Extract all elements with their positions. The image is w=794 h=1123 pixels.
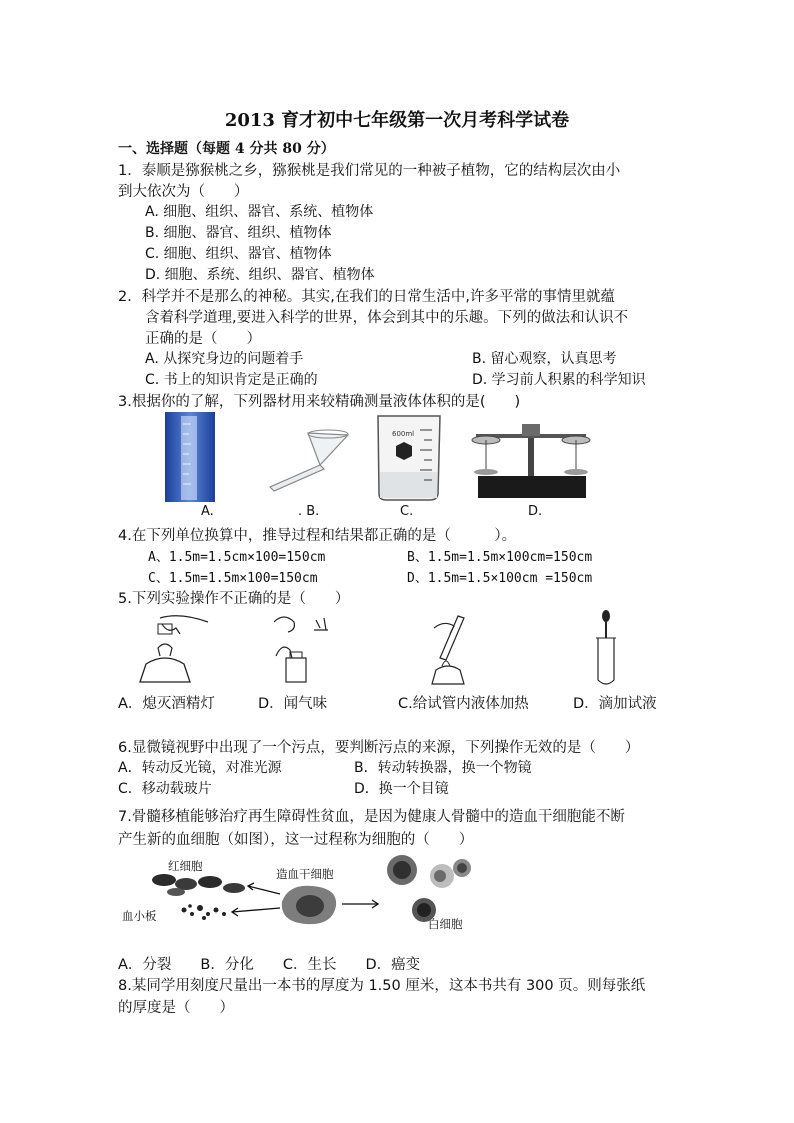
funnel-image <box>250 425 360 495</box>
graduated-cylinder-image <box>165 412 215 502</box>
question-3-label-b: . B. <box>298 504 320 519</box>
label-white-cells: 白细胞 <box>428 917 463 931</box>
question-1-option-a: A. 细胞、组织、器官、系统、植物体 <box>145 204 374 220</box>
question-8-line-2: 的厚度是（ ） <box>118 1000 234 1016</box>
label-red-cells: 红细胞 <box>168 859 203 873</box>
question-5-line-1: 5.下列实验操作不正确的是（ ） <box>118 591 350 607</box>
question-3-label-c: C. <box>400 504 414 519</box>
section-heading: 一、选择题（每题 4 分共 80 分） <box>118 141 335 157</box>
question-6-option-b: B．转动转换器，换一个物镜 <box>354 760 532 776</box>
question-1-option-d: D. 细胞、系统、组织、器官、植物体 <box>145 267 375 283</box>
beaker-image <box>374 412 446 502</box>
question-1-line-1: 1．泰顺是猕猴桃之乡，猕猴桃是我们常见的一种被子植物，它的结构层次由小 <box>118 163 621 179</box>
question-6-option-d: D．换一个目镜 <box>354 781 449 797</box>
heating-test-tube-image <box>424 612 484 687</box>
question-8-line-1: 8.某同学用刻度尺量出一本书的厚度为 1.50 厘米，这本书共有 300 页。则每张纸 <box>118 978 646 994</box>
question-4-option-d: D、1.5m=1.5×100cm =150cm <box>407 571 593 586</box>
question-5-label-a: A．熄灭酒精灯 <box>118 696 215 712</box>
question-1-option-c: C. 细胞、组织、器官、植物体 <box>145 246 332 262</box>
label-platelets: 血小板 <box>122 909 157 923</box>
question-4-option-a: A、1.5m=1.5cm×100=150cm <box>148 550 326 565</box>
question-4-line-1: 4.在下列单位换算中，推导过程和结果都正确的是（ ）。 <box>118 528 517 544</box>
question-4-option-b: B、1.5m=1.5m×100cm=150cm <box>407 550 593 565</box>
question-7-line-1: 7.骨髓移植能够治疗再生障碍性贫血，是因为健康人骨髓中的造血干细胞能不断 <box>118 809 625 825</box>
question-5-label-b: D．闻气味 <box>258 696 328 712</box>
balance-image <box>470 412 592 502</box>
question-2-option-c: C. 书上的知识肯定是正确的 <box>145 372 318 388</box>
question-1-option-b: B. 细胞、器官、组织、植物体 <box>145 225 332 241</box>
question-1-line-2: 到大依次为（ ） <box>118 184 249 200</box>
question-3-label-d: D. <box>528 504 543 519</box>
question-5-label-d: D．滴加试液 <box>573 696 657 712</box>
question-5-label-c: C.给试管内液体加热 <box>398 696 529 712</box>
beaker-mark: 600ml <box>392 430 415 438</box>
smelling-gas-image <box>268 612 338 687</box>
question-2-line-1: 2．科学并不是那么的神秘。其实,在我们的日常生活中,许多平常的事情里就蕴 <box>118 289 615 305</box>
dropper-image <box>588 608 624 688</box>
page-title: 2013 育才初中七年级第一次月考科学试卷 <box>224 110 570 131</box>
question-7-options: A．分裂 B．分化 C．生长 D．癌变 <box>118 957 421 973</box>
question-2-option-d: D. 学习前人积累的科学知识 <box>472 372 646 388</box>
question-2-option-a: A. 从探究身边的问题着手 <box>145 351 304 367</box>
question-2-line-3: 正确的是（ ） <box>145 331 261 347</box>
alcohol-lamp-image <box>130 612 220 687</box>
question-2-option-b: B. 留心观察，认真思考 <box>472 351 617 367</box>
question-6-line-1: 6.显微镜视野中出现了一个污点，要判断污点的来源，下列操作无效的是（ ） <box>118 740 640 756</box>
question-6-option-c: C．移动载玻片 <box>118 781 212 797</box>
question-6-option-a: A．转动反光镜，对准光源 <box>118 760 282 776</box>
question-4-option-c: C、1.5m=1.5m×100=150cm <box>148 571 318 586</box>
question-3-line-1: 3.根据你的了解，下列器材用来较精确测量液体体积的是( ) <box>118 394 521 410</box>
label-stem-cell: 造血干细胞 <box>276 867 334 881</box>
question-7-line-2: 产生新的血细胞（如图），这一过程称为细胞的（ ） <box>118 832 474 848</box>
question-3-label-a: A. <box>201 504 214 519</box>
question-2-line-2: 含着科学道理,要进入科学的世界，体会到其中的乐趣。下列的做法和认识不 <box>145 310 629 326</box>
